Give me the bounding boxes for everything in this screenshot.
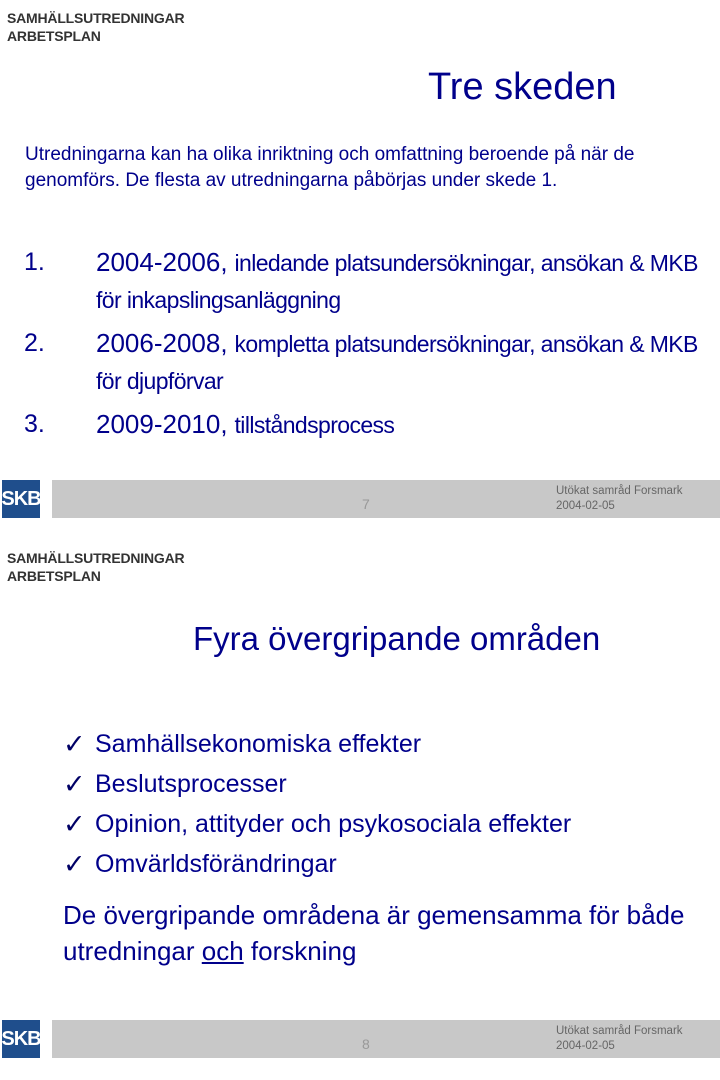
page-number: 7 (362, 496, 370, 512)
slide-8 (0, 540, 720, 1080)
item-range: 2006-2008, (96, 328, 228, 358)
list-item (63, 844, 571, 884)
item-number: 2. (24, 329, 45, 357)
slide-title: Tre skeden (428, 66, 617, 108)
item-text: Opinion, attityder och psykosociala effekter (95, 809, 572, 838)
item-range: 2009-2010, (96, 409, 228, 439)
list-item (63, 724, 571, 764)
list-item (63, 804, 571, 844)
skb-logo: SKB (2, 480, 40, 518)
item-number: 1. (24, 248, 45, 276)
conclusion-after: forskning (243, 936, 357, 966)
item-text: kompletta platsundersökningar, ansökan & MKB för djupförvar (96, 331, 698, 394)
area-list (63, 724, 571, 884)
header-line-1: SAMHÄLLSUTREDNINGAR (7, 550, 185, 566)
item-range: 2004-2006, (96, 247, 228, 277)
footer-meta (556, 484, 683, 514)
list-item (24, 244, 714, 319)
item-text: Beslutsprocesser (95, 769, 287, 798)
item-text: Omvärldsförändringar (95, 849, 337, 878)
footer-meta (556, 1024, 683, 1054)
slide-title: Fyra övergripande områden (193, 620, 601, 657)
footer-event: Utökat samråd Forsmark (556, 485, 683, 497)
footer-date: 2004-02-05 (556, 500, 615, 512)
list-item (24, 406, 714, 444)
conclusion-underlined: och (201, 936, 244, 966)
header-line-1: SAMHÄLLSUTREDNINGAR (7, 10, 185, 26)
slide-footer (0, 1018, 720, 1060)
intro-text: Utredningarna kan ha olika inriktning och omfattning beroende på när de genomförs. De flesta av utredningarna påbörjas under skede 1. (25, 144, 635, 191)
list-item (63, 764, 571, 804)
checkmark-icon: ✓ (63, 728, 86, 759)
footer-event: Utökat samråd Forsmark (556, 1025, 683, 1037)
page-number: 8 (362, 1036, 370, 1052)
slide-footer (0, 478, 720, 520)
footer-date: 2004-02-05 (556, 1040, 615, 1052)
footer-bar (52, 1020, 720, 1058)
checkmark-icon: ✓ (63, 808, 86, 839)
list-item (24, 325, 714, 400)
phase-list (24, 244, 714, 450)
conclusion-text (63, 897, 713, 969)
slide-header (7, 9, 184, 45)
conclusion-before: De övergripande områdena är gemensamma för både utredningar (63, 900, 685, 966)
checkmark-icon: ✓ (63, 768, 86, 799)
item-text: Samhällsekonomiska effekter (95, 729, 422, 758)
item-number: 3. (24, 410, 45, 438)
header-line-2: ARBETSPLAN (7, 28, 101, 44)
skb-logo: SKB (2, 1020, 40, 1058)
header-line-2: ARBETSPLAN (7, 568, 101, 584)
slide-header (7, 549, 184, 585)
footer-bar (52, 480, 720, 518)
checkmark-icon: ✓ (63, 848, 86, 879)
item-text: tillståndsprocess (234, 412, 395, 438)
item-text: inledande platsundersökningar, ansökan & MKB för inkapslingsanläggning (96, 250, 698, 313)
